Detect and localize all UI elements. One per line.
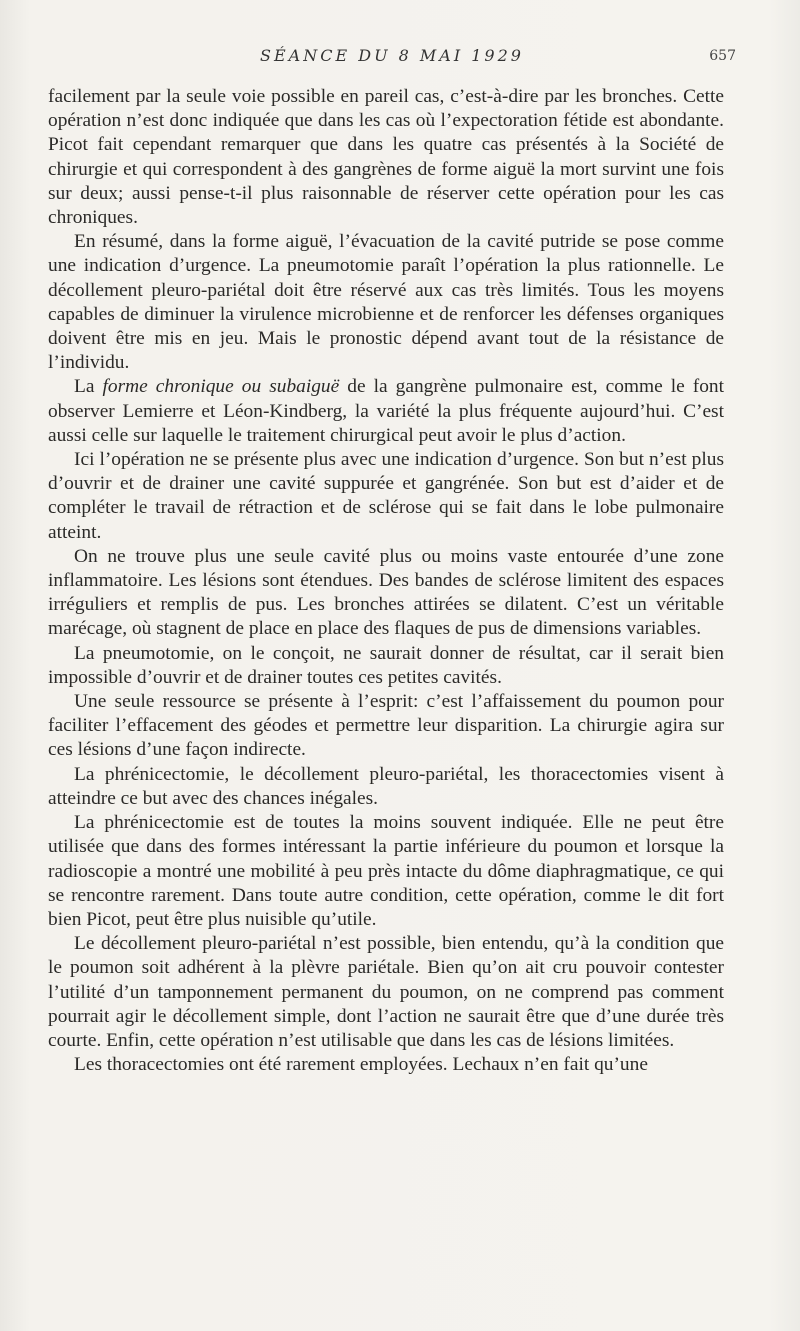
page-header — [48, 44, 736, 70]
paragraph-2: En résumé, dans la forme aiguë, l’évacuation de la cavité putride se pose comme une indication d’urgence. La pneumotomie paraît l’opération la plus rationnelle. Le décollement pleuro-pariétal doit être réservé aux cas très limités. Tous les moyens capables de diminuer la virulence microbienne et de renforcer les défenses organiques doivent être mis en jeu. Mais le pronostic dépend avant tout de la résistance de l’individu. — [48, 231, 724, 374]
paragraph-10: Le décollement pleuro-pariétal n’est possible, bien entendu, qu’à la condition que le poumon soit adhérent à la plèvre pariétale. Bien qu’on ait cru pouvoir contester l’utilité d’un tamponnement permanent du poumon, on ne comprend pas comment pourrait agir le décollement simple, dont l’action ne saurait être que d’une durée très courte. Enfin, cette opération n’est utilisable que dans les cas de lésions limitées. — [48, 933, 724, 1051]
paragraph-3 — [48, 375, 724, 448]
paragraph-5: On ne trouve plus une seule cavité plus ou moins vaste entourée d’une zone inflammatoire. Les lésions sont étendues. Des bandes de sclérose limitent des espaces irréguliers et remplis de pus. Les bronches attirées se dilatent. C’est un véritable marécage, où stagnent de place en place des flaques de pus de dimensions variables. — [48, 545, 724, 640]
paragraph-8: La phrénicectomie, le décollement pleuro-pariétal, les thoracectomies visent à atteindre ce but avec des chances inégales. — [48, 763, 724, 809]
paragraph-7: Une seule ressource se présente à l’esprit: c’est l’affaissement du poumon pour faciliter l’effacement des géodes et permettre leur disparition. La chirurgie agira sur ces lésions d’une façon indirecte. — [48, 691, 724, 761]
paragraph-6: La pneumotomie, on le conçoit, ne saurait donner de résultat, car il serait bien impossible d’ouvrir et de drainer toutes ces petites cavités. — [48, 642, 724, 688]
paragraph-3-italic-term: forme chronique ou subaiguë — [102, 376, 340, 398]
paragraph-1: facilement par la seule voie possible en pareil cas, c’est-à-dire par les bronches. Cette opération n’est donc indiquée que dans les cas où l’expectoration fétide est abondante. Picot fait cependant remarquer que dans les quatre cas présentés à la Société de chirurgie et qui correspondent à des gangrènes de forme aiguë la mort survint une fois sur deux; aussi pense-t-il plus raisonnable de réserver cette opération pour les cas chroniques. — [48, 86, 724, 229]
paragraph-4: Ici l’opération ne se présente plus avec une indication d’urgence. Son but n’est plus d’ouvrir et de drainer une cavité suppurée et gangrénée. Son but est d’aider et de compléter le travail de rétraction et de sclérose qui se fait dans le lobe pulmonaire atteint. — [48, 449, 724, 543]
body-text — [48, 85, 724, 1077]
paragraph-11: Les thoracectomies ont été rarement employées. Lechaux n’en fait qu’une — [74, 1054, 648, 1076]
running-title: SÉANCE DU 8 MAI 1929 — [260, 46, 524, 65]
paragraph-3-rest: de la gangrène pulmonaire est, comme le font observer Lemierre et Léon-Kindberg, la variété la plus fréquente aujourd’hui. C’est aussi celle sur laquelle le traitement chirurgical peut avoir le plus d’action. — [48, 376, 725, 446]
paragraph-9: La phrénicectomie est de toutes la moins souvent indiquée. Elle ne peut être utilisée que dans des formes intéressant la partie inférieure du poumon et lorsque la radioscopie a montré une mobilité à peu près intacte du dôme diaphragmatique, ce qui se rencontre rarement. Dans toute autre condition, cette opération, comme le dit fort bien Picot, peut être plus nuisible qu’utile. — [48, 812, 724, 930]
paragraph-3-lead: La — [74, 376, 103, 398]
page-number: 657 — [709, 48, 736, 64]
